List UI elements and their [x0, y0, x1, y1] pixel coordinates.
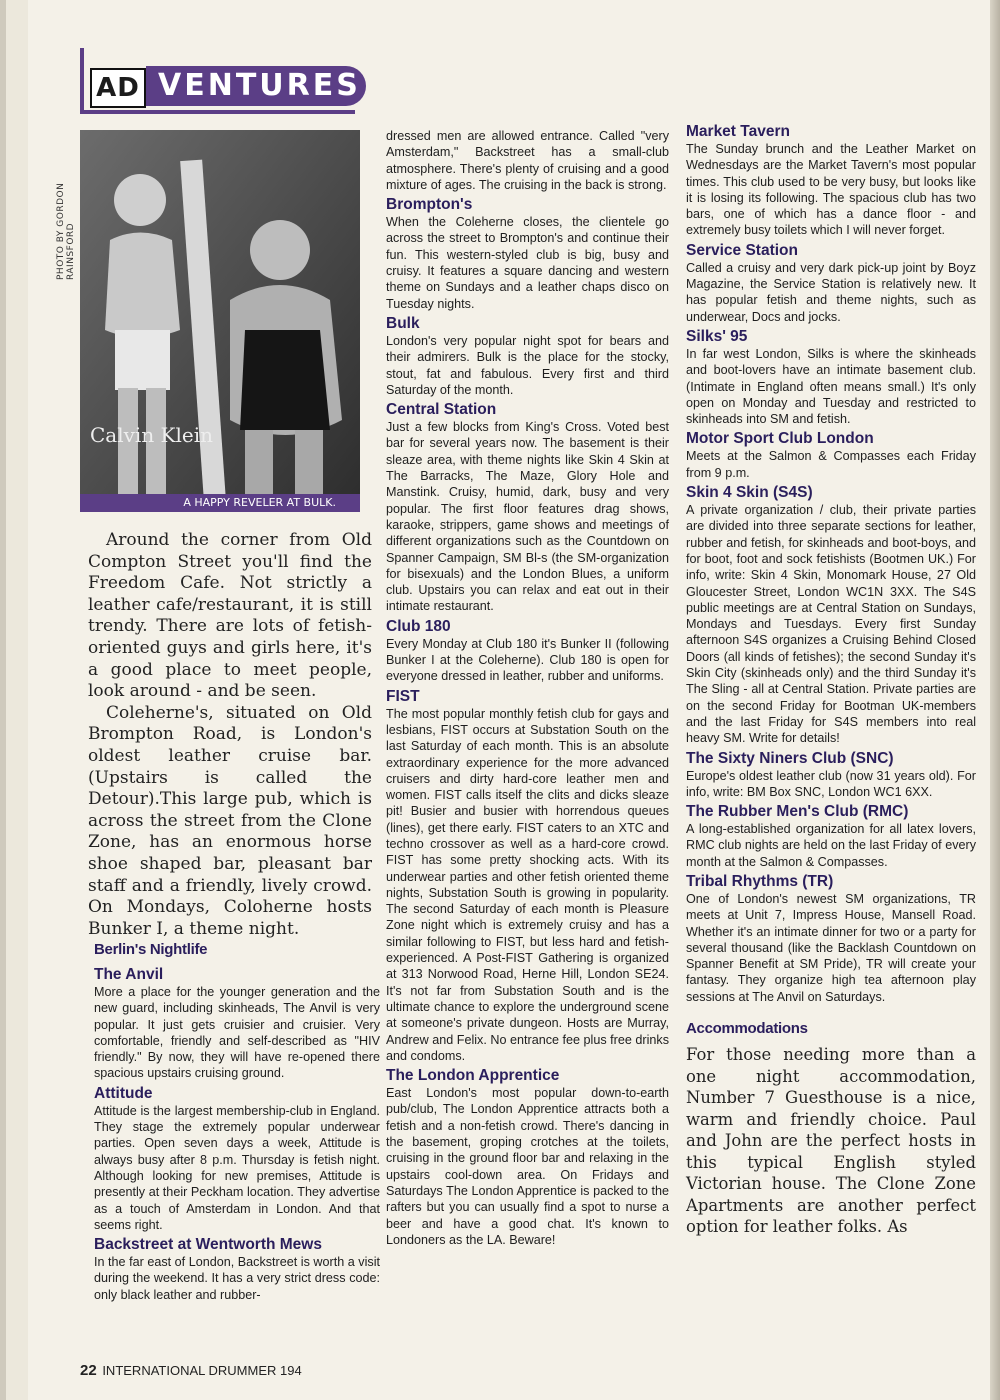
photo-illustration	[80, 130, 360, 508]
photo-caption: A HAPPY REVELER AT BULK.	[80, 494, 360, 512]
photo	[80, 130, 360, 508]
entry-title: Central Station	[386, 401, 497, 419]
entry-text: dressed men are allowed entrance. Called "very Amsterdam," Backstreet has a small-club atmosphere. There's plenty of cruising and a good mixture of ages. The cruising in the back is strong.	[386, 129, 669, 192]
entry-title: Silks' 95	[686, 327, 748, 345]
entry-text: Every Monday at Club 180 it's Bunker II (following Bunker I at the Coleherne). Club 180 is open for everyone dressed in leather, rubber and uniforms.	[386, 636, 669, 684]
entry-text: Called a cruisy and very dark pick-up joint by Boyz Magazine, the Service Station is relatively new. It has popular fetish and theme nights, such as underwear, Docs and jocks.	[686, 260, 976, 324]
column-1	[94, 940, 380, 1305]
entry-text: One of London's newest SM organizations, TR meets at Unit 7, Impress House, Mansell Road. Whether it's an intimate dinner for two or a party for several thousand (like the Backlash Countdown on Spanner Benefit at SM Pride), TR will create your fantasy. They organize high tea afternoon play sessions at The Anvil on Saturdays.	[686, 891, 976, 1004]
entry-title: Skin 4 Skin (S4S)	[686, 484, 813, 502]
intro-text	[88, 530, 372, 940]
header-rule-vertical	[80, 48, 84, 114]
section-heading: Accommodations	[686, 1020, 808, 1038]
entry-title: Tribal Rhythms (TR)	[686, 872, 834, 890]
entry-text: The Sunday brunch and the Leather Market on Wednesdays are the Market Tavern's most popular times. This club used to be very busy, but looks like it is losing its following. The spacious club has two bars, one of which has a dance floor - and extremely busy toilets which I will never forget.	[686, 142, 976, 238]
entry-title: Bulk	[386, 314, 420, 332]
entry-text: In far west London, Silks is where the skinheads and boot-lovers have an intimate basement club. (Intimate in England often means small.) It's only open on Monday and Tuesday and restricted to skinheads into SM and fetish.	[686, 346, 976, 427]
column-3	[686, 122, 976, 1240]
entry-text: Europe's oldest leather club (now 31 years old). For info, write: BM Box SNC, London WC1 6XX.	[686, 768, 976, 799]
entry-title: The London Apprentice	[386, 1067, 560, 1085]
entry-title: The Rubber Men's Club (RMC)	[686, 803, 909, 821]
entry-text: Meets at the Salmon & Compasses each Friday from 9 p.m.	[686, 449, 976, 480]
entry-title: Attitude	[94, 1084, 153, 1102]
entry-text: A long-established organization for all latex lovers, RMC club nights are held on the last Friday of every month at the Salmon & Compasses.	[686, 822, 976, 869]
page-edge	[990, 0, 1000, 1400]
entry-title: Backstreet at Wentworth Mews	[94, 1236, 322, 1254]
intro-paragraph: Around the corner from Old Compton Street you'll find the Freedom Cafe. Not strictly a leather cafe/restaurant, it is still trendy. There are lots of fetish-oriented guys and girls here, it's a good place to meet people, look around - and be seen.	[88, 530, 372, 702]
header-ventures-label: VENTURES	[146, 66, 366, 106]
accommodations-text: For those needing more than a one night accommodation, Number 7 Guesthouse is a nice, warm and friendly choice. Paul and John are the perfect hosts in this typical English styled Victorian house. The Clone Zone Apartments are another perfect option for leather folks. As	[686, 1045, 976, 1237]
entry-text: A private organization / club, their private parties are divided into three separate sections for leather, rubber and fetish, for skinheads and boot-boys, and for boot, foot and sock fetishists (Bootmen UK.) For info, write: Skin 4 Skin, Monomark House, 27 Old Gloucester Street, London WC1N 3XX. The S4S public meetings are at Central Station on Sundays, Mondays and Tuesdays. Every first Sunday afternoon S4S organizes a Cruising Behind Closed Doors (all kinds of fetishes); the second Sunday it's Skin City (skinheads only) and the third Sunday it's The Sling - all at Central Station. Private parties are on the second Friday for Bootman UK-members and the last Friday for S4S members into real heavy SM. Write for details!	[686, 503, 976, 746]
photo-credit: PHOTO BY GORDON RAINSFORD	[56, 182, 76, 280]
photo-brand-text: Calvin Klein	[90, 423, 214, 447]
entry-title: Brompton's	[386, 196, 473, 214]
header-ad-label: AD	[90, 68, 146, 108]
entry-text: London's very popular night spot for bears and their admirers. Bulk is the place for the stocky, stout, fat and fabulous. Every first and third Saturday of the month.	[386, 333, 669, 397]
entry-title: FIST	[386, 687, 420, 705]
section-header	[80, 48, 361, 116]
entry-title: Service Station	[686, 241, 798, 259]
entry-text: The most popular monthly fetish club for gays and lesbians, FIST occurs at Substation South on the last Saturday of each month. This is an absolute extraordinary experience for the more advanced cruisers and dirty hard-core leather men and women. FIST calls itself the clits and dicks sleaze pit! Busier and busier with horrendous queues (lines), get there early. FIST caters to an XTC and techno crossover as well as a hard-core crowd. FIST has some pretty shocking acts. With its underwear parties and other fetish oriented theme nights, Substation South is growing in popularity. The second Saturday of each month is Pleasure Zone night which is extremely cruisy and has a similar following to FIST, but less hard and fetish-experienced. A Post-FIST Gathering is organized at 313 Norwood Road, Herne Hill, London SE24. It's not far from Substation South and is the ultimate chance to explore the underground scene at someone's private dungeon. Hosts are Murray, Andrew and Felix. No entrance fee plus free drinks and condoms.	[386, 706, 669, 1063]
column-2	[386, 128, 669, 1250]
entry-text: In the far east of London, Backstreet is worth a visit during the weekend. It has a very strict dress code: only black leather and rubber-	[94, 1255, 380, 1302]
header-rule-horizontal	[80, 110, 355, 114]
binding-edge	[0, 0, 28, 1400]
page-number: 22	[80, 1362, 97, 1379]
section-heading: Berlin's Nightlife	[94, 941, 208, 958]
entry-title: The Sixty Niners Club (SNC)	[686, 749, 894, 767]
entry-title: Market Tavern	[686, 123, 790, 140]
entry-text: More a place for the younger generation and the new guard, including skinheads, The Anvil is very popular. It just gets cruisier and cruisier. Very comfortable, friendly and self-described as "HIV friendly." By now, they will have re-opened there spacious upstairs cruising ground.	[94, 985, 380, 1081]
entry-text: When the Coleherne closes, the clientele go across the street to Brompton's and continue their fun. This western-styled club is big, busy and cruisy. It features a square dancing and western theme on Sundays and a leather chaps disco on Tuesday nights.	[386, 215, 669, 311]
entry-text: Just a few blocks from King's Cross. Voted best bar for several years now. The basement is their sleaze area, with theme nights like Skin 4 Skin at The Barracks, The Maze, Glory Hole and Manstink. Cruisy, humid, dark, busy and very popular. The first floor features drag shows, karaoke, strippers, game shows and meetings of different organizations such as the Countdown on Spanner Campaign, SM Bl-s (the SM-organization for bisexuals) and the London Blues, a uniform club. Upstairs you can relax and eat out in their intimate restaurant.	[386, 420, 669, 614]
magazine-title: INTERNATIONAL DRUMMER 194	[102, 1363, 302, 1378]
entry-text: Attitude is the largest membership-club in England. They stage the extremely popular underwear parties. Open seven days a week, Attitude is always busy after 8 p.m. Thursday is fetish night. Although looking for new premises, Attitude is presently at their Peckham location. They advertise as a touch of Amsterdam in London. And that seems right.	[94, 1103, 380, 1232]
intro-paragraph: Coleherne's, situated on Old Brompton Road, is London's oldest leather cruise bar. (Upstairs is called the Detour).This large pub, which is across the street from the Clone Zone, has an enormous horse shoe shaped bar, pleasant bar staff and a friendly, lively crowd. On Mondays, Coloherne hosts Bunker I, a theme night.	[88, 702, 372, 939]
entry-title: Club 180	[386, 617, 451, 635]
entry-title: The Anvil	[94, 966, 164, 983]
page-footer	[80, 1362, 302, 1379]
entry-title: Motor Sport Club London	[686, 430, 874, 448]
entry-text: East London's most popular down-to-earth pub/club, The London Apprentice attracts both a fetish and a non-fetish crowd. There's dancing in the basement, groping crotches at the toilets, cruising in the ground floor bar and relaxing in the upstairs cool-down area. On Fridays and Saturdays The London Apprentice is packed to the rafters but you can usually find a spot to nurse a beer and have a good chat. It's known to Londoners as the LA. Beware!	[386, 1086, 669, 1247]
